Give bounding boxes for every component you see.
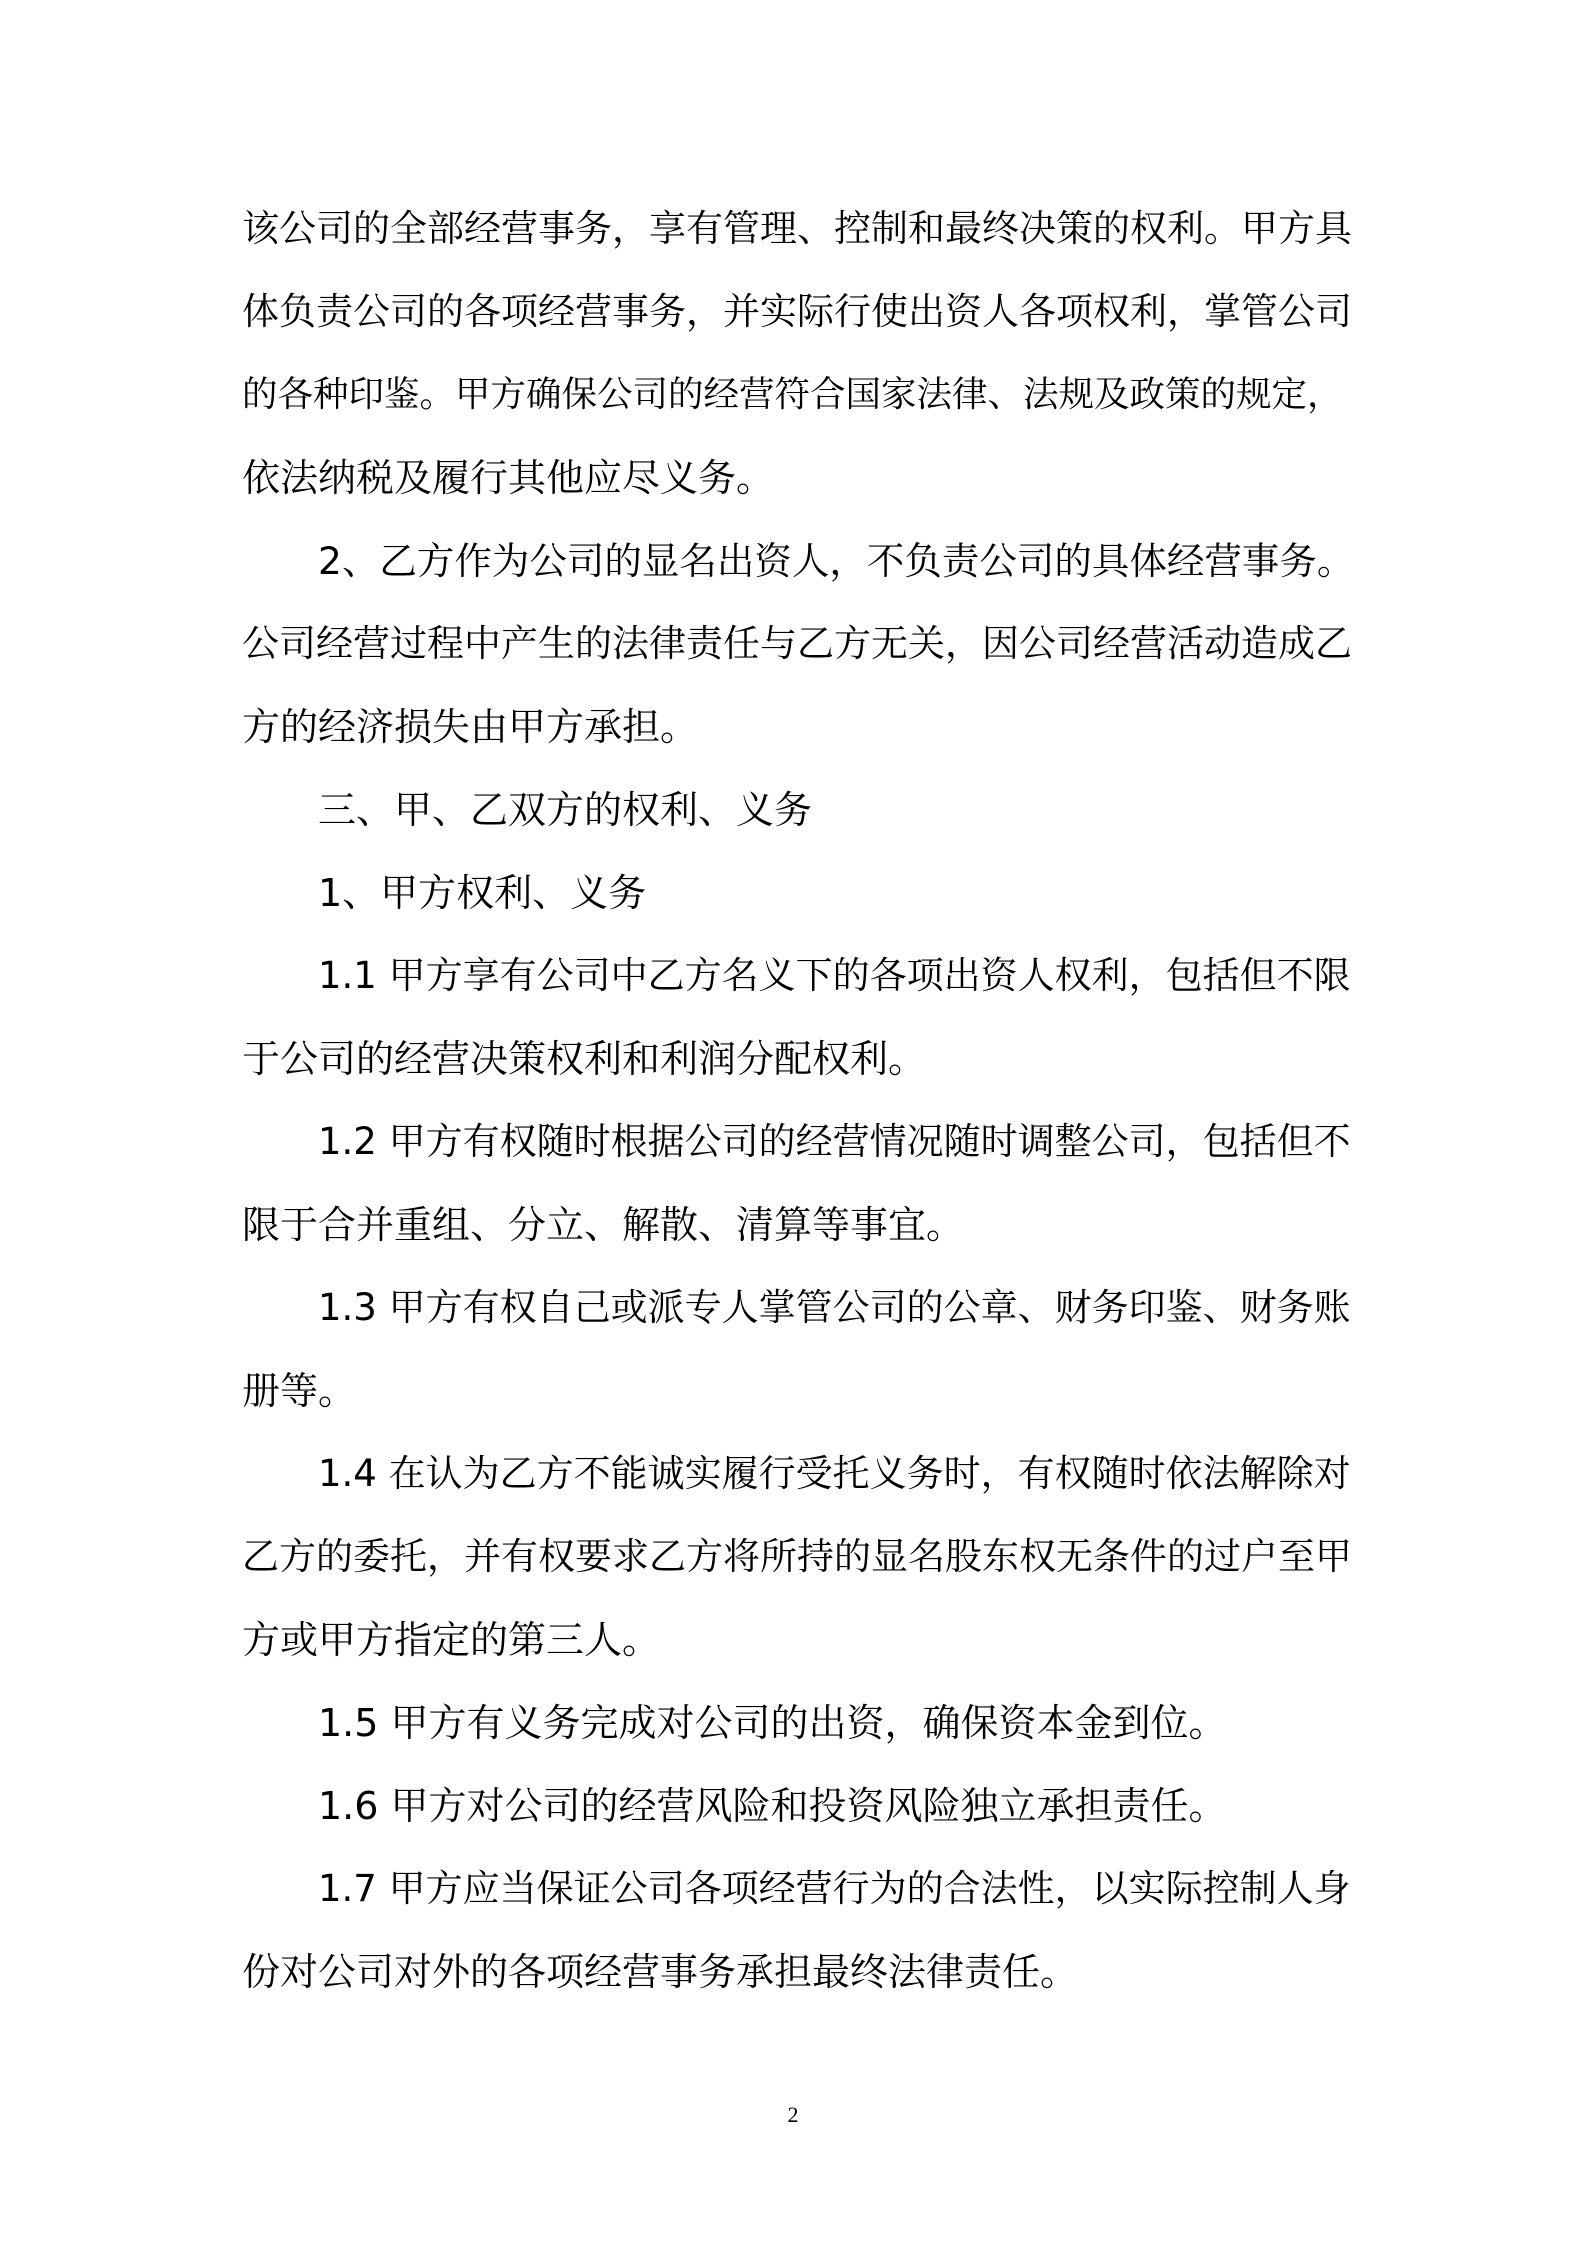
text-line: 于公司的经营决策权利和利润分配权利。	[242, 1037, 927, 1081]
text-line: 方的经济损失由甲方承担。	[242, 705, 699, 749]
text-line: 份对公司对外的各项经营事务承担最终法律责任。	[242, 1950, 1079, 1994]
text-line: 1.7 甲方应当保证公司各项经营行为的合法性，以实际控制人身	[318, 1867, 1351, 1910]
text-line: 限于合并重组、分立、解散、清算等事宜。	[242, 1203, 965, 1247]
text-line: 1.6 甲方对公司的经营风险和投资风险独立承担责任。	[318, 1784, 1227, 1828]
document-body	[242, 200, 1354, 2026]
text-line: 体负责公司的各项经营事务，并实际行使出资人各项权利，掌管公司	[242, 290, 1352, 333]
text-line: 册等。	[242, 1369, 357, 1413]
text-line: 该公司的全部经营事务，享有管理、控制和最终决策的权利。甲方具	[242, 207, 1352, 250]
text-line: 公司经营过程中产生的法律责任与乙方无关，因公司经营活动造成乙	[242, 622, 1352, 665]
text-line: 1.1 甲方享有公司中乙方名义下的各项出资人权利，包括但不限	[318, 954, 1351, 997]
section-heading: 三、甲、乙双方的权利、义务	[318, 788, 813, 832]
page-number: 2	[787, 2102, 799, 2127]
text-line: 方或甲方指定的第三人。	[242, 1618, 661, 1662]
text-line: 2、乙方作为公司的显名出资人，不负责公司的具体经营事务。	[318, 539, 1355, 583]
text-line: 的各种印鉴。甲方确保公司的经营符合国家法律、法规及政策的规定，	[242, 374, 1343, 415]
text-line: 1.2 甲方有权随时根据公司的经营情况随时调整公司，包括但不	[318, 1120, 1351, 1163]
text-line: 乙方的委托，并有权要求乙方将所持的显名股东权无条件的过户至甲	[242, 1535, 1352, 1578]
text-line: 1.5 甲方有义务完成对公司的出资，确保资本金到位。	[318, 1701, 1227, 1745]
text-line: 1.3 甲方有权自己或派专人掌管公司的公章、财务印鉴、财务账	[318, 1286, 1351, 1329]
text-line: 依法纳税及履行其他应尽义务。	[242, 456, 775, 500]
text-line: 1.4 在认为乙方不能诚实履行受托义务时，有权随时依法解除对	[318, 1452, 1351, 1495]
subsection-heading: 1、甲方权利、义务	[318, 871, 647, 915]
